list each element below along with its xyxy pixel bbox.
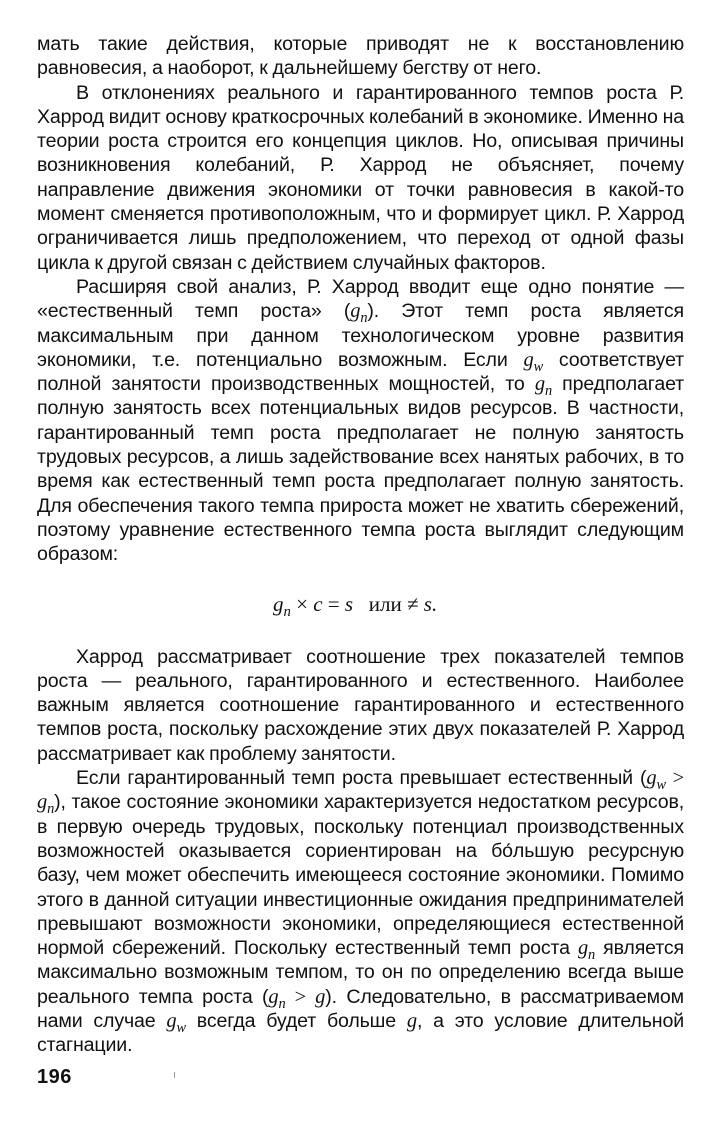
paragraph-3: Расширяя свой анализ, Р. Харрод вводит еще одно понятие — «естественный темп роста» $(g_n)$. Этот темп роста является максимальным при данном технологическом уровне развития экономики, т.е. потенциально возможным. Если $g_w$ соответствует полной занятости производственных мощностей, то $g_n$ предполагает полную занятость всех потенциальных видов ресурсов. В частности, гарантированный темп роста предполагает не полную занятость трудовых ресурсов, а лишь задействование всех нанятых рабочих, в то время как естественный темп роста предполагает полную занятость. Для обеспечения такого темпа прироста может не хватить сбережений, поэтому уравнение естественного темпа роста выглядит следующим образом: — [37, 275, 685, 566]
paragraph-1: мать такие действия, которые приводят не к восстановлению равновесия, а наоборот, к дальнейшему бегству от него. — [37, 33, 684, 80]
paragraph-4: Харрод рассматривает соотношение трех показателей темпов роста — реального, гарантированного и естественного. Наиболее важным является соотношение гарантированного и естественного темпов роста, поскольку расхождение этих двух показателей Р. Харрод рассматривает как проблему занятости. — [37, 645, 684, 765]
page-number: 196 — [37, 1066, 72, 1088]
scan-mark — [174, 1072, 175, 1078]
paragraph-2: В отклонениях реального и гарантированного темпов роста Р. Харрод видит основу краткосрочных колебаний в экономике. Именно на теории роста строится его концепция циклов. Но, описывая причины возникновения колебаний, Р. Харрод не объясняет, почему направление движения экономики от точки равновесия в какой-то момент сменяется противоположным, что и формирует цикл. Р. Харрод ограничивается лишь предположением, что переход от одной фазы цикла к другой связан с действием случайных факторов. — [37, 81, 684, 274]
page-body — [37, 32, 684, 1058]
paragraph-5: Если гарантированный темп роста превышает естественный $(g_w > g_n)$, такое состояние экономики характеризуется недостатком ресурсов, в первую очередь трудовых, поскольку потенциал производственных возможностей оказывается сориентирован на бо́льшую ресурсную базу, чем может обеспечить имеющееся состояние экономики. Помимо этого в данной ситуации инвестиционные ожидания предпринимателей превышают возможности экономики, определяющиеся естественной нормой сбережений. Поскольку естественный темп роста $g_n$ является максимально возможным темпом, то он по определению всегда выше реального темпа роста $(g_n > g)$. Следовательно, в рассматриваемом нами случае $g_w$ всегда будет больше g, а это условие длительной стагнации. — [37, 767, 684, 1057]
formula-natural-growth: $g_n \times c = s$ или ≠ s. — [273, 591, 438, 620]
